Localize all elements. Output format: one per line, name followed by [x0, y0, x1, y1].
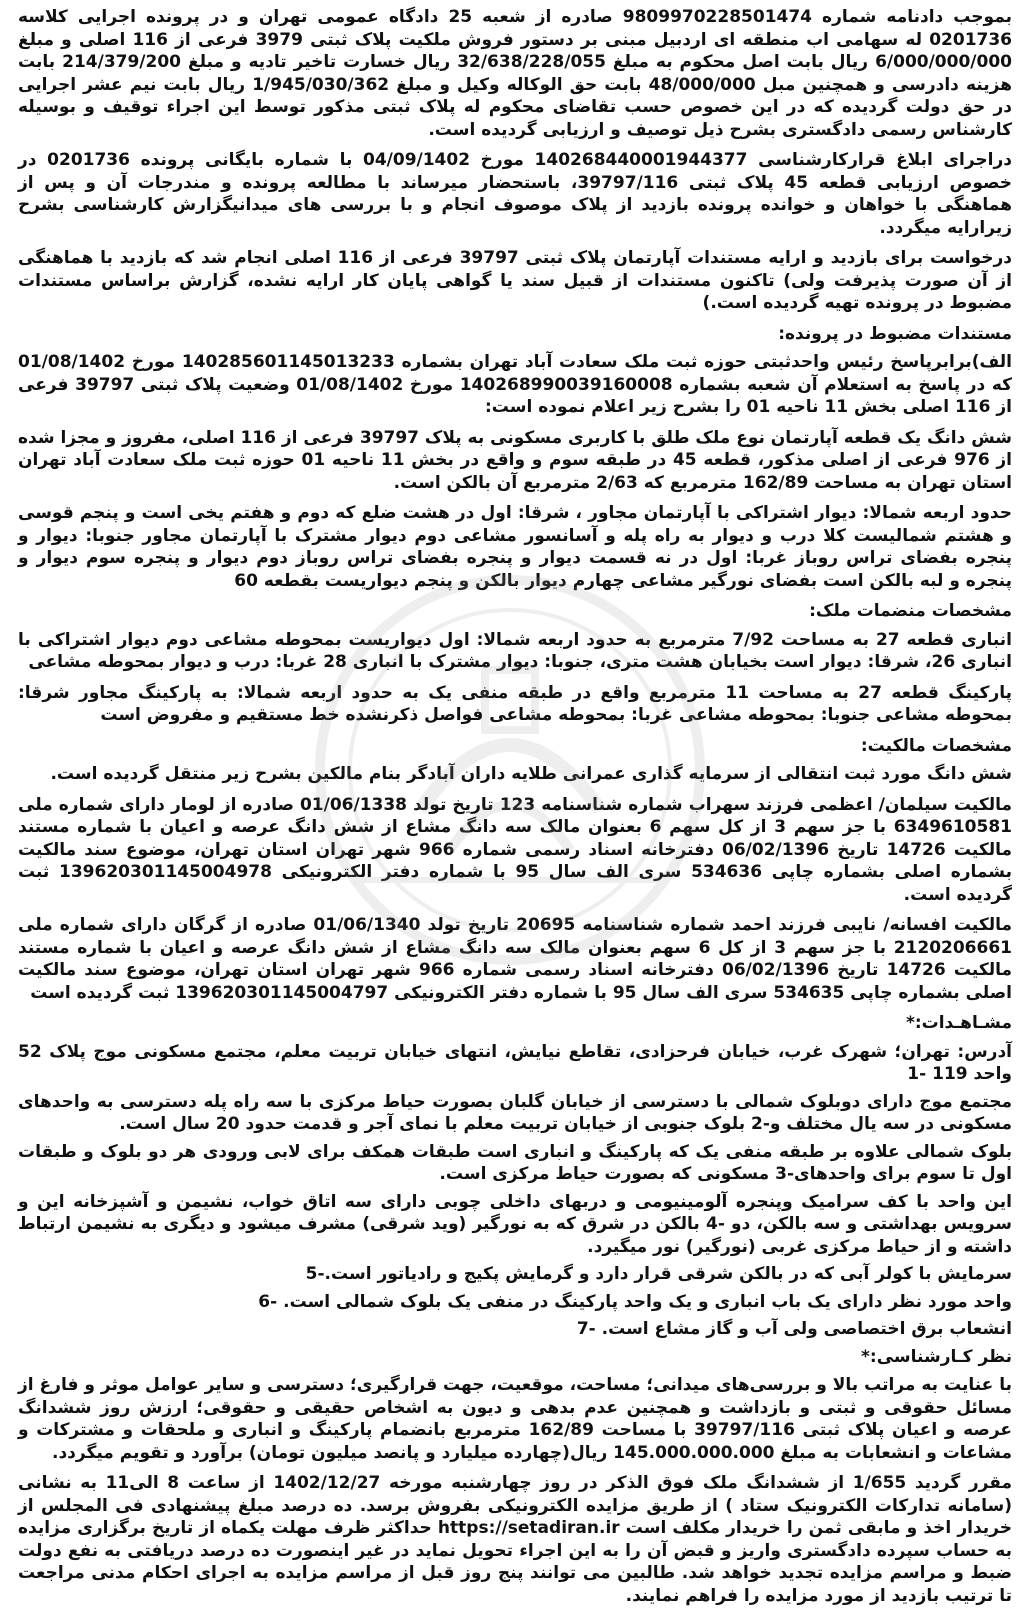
- paragraph-ownership-transfer: شش دانگ مورد ثبت انتقالی از سرمایه گذاری عمرانی طلایه داران آبادگر بنام مالکین بشرح زیر منتقل گردیده است.: [50, 764, 1012, 784]
- paragraph-owner-2: مالکیت افسانه/ نایبی فرزند احمد شماره شناسنامه 20695 تاریخ تولد 01/06/1340 صادره از گرگان دارای شماره ملی 2120206661 با جز سهم 3 از کل 6 سهم بعنوان مالک سه دانگ مشاع از شش دانگ عرصه و اعیان با شماره مستند مالکیت 14726 تاریخ 06/02/1396 دفترخانه اسناد رسمی شماره 966 شهر تهران استان تهران، موضوع سند مالکیت اصلی بشماره چاپی 534635 سری الف سال 95 با شماره دفتر الکترونیکی 139620301145004797 ثبت گردیده است: [18, 915, 1012, 1003]
- document-body: [18, 6, 1012, 1615]
- observation-5: سرمایش با کولر آبی که در بالکن شرقی قرار دارد و گرمایش پکیج و رادیاتور است.-5: [305, 1264, 1012, 1284]
- paragraph-auction-terms: مقرر گردید 1/655 از ششدانگ ملک فوق الذکر در روز چهارشنبه مورخه 1402/12/27 از ساعت 8 الی11 به نشانی (سامانه تدارکات الکترونیک ستاد ) از طریق مزایده الکترونیکی بفروش برسد. ده درصد مبلغ پیشنهادی فی المجلس از خریدار اخذ و مابقی ثمن را خریدار مکلف است https://setadiran.ir حداکثر ظرف مهلت یکماه از تاریخ برگزاری مزایده به حساب سپرده دادگستری واریز و قبض آن را به این اجراء تحویل نماید در غیر اینصورت ده درصد دریافتی به نفع دولت ضبط و مراسم مزایده تجدید خواهد شد. طالبین می توانند پنج روز قبل از مراسم مزایده به اجرای احکام مدنی مراجعت تا ترتیب بازدید از مورد مزایده را فراهم نمایند.: [18, 1473, 1013, 1606]
- observation-4: این واحد با کف سرامیک وپنجره آلومینیومی و دربهای داخلی چوبی دارای سه اتاق خواب، نشیمن و آشپزخانه این و سرویس بهداشتی و سه بالکن، دو -4 بالکن در شرق که به نورگیر (وید شرقی) مشرف میشود و دیگری به نشیمن ارتباط داشته و از حیاط مرکزی غربی (نورگیر) نور میگیرد.: [18, 1191, 1012, 1257]
- heading-expert-opinion: نظر کـارشناسی:*: [861, 1346, 1012, 1367]
- paragraph-boundaries: حدود اربعه شمالا: دیوار اشتراکی با آپارتمان مجاور ، شرقا: اول در هشت ضلع که دوم و هفتم یخی است و پنجم قوسی و هشتم شمالیست کلا درب و دیوار به راه پله و آسانسور مشاعی دوم دیوار مشترک با آپارتمان مجاور جنوبا: دیوار و پنجره بفضای تراس روباز غربا: اول در نه قسمت دیوار و پنجره بفضای تراس روباز دوم دیوار و پنجره سوم دیوار و پنجره و لبه بالکن است بفضای نورگیر مشاعی چهارم دیوار بالکن و پنجم دیواریست بقطعه 60: [18, 503, 1012, 591]
- observation-3: بلوک شمالی علاوه بر طبقه منفی یک که پارکینگ و انباری است طبقات همکف برای لابی ورودی هر دو بلوک و طبقات اول تا سوم برای واحدهای-3 مسکونی که بصورت حیاط مرکزی است.: [18, 1141, 1012, 1184]
- heading-observations: مشـاهـدات:*: [905, 1013, 1012, 1033]
- observation-2: مجتمع موج دارای دوبلوک شمالی با دسترسی از خیابان گلبان بصورت حیاط مرکزی با سه راه پله دسترسی به واحدهای مسکونی در سه یال مختلف و-2 بلوک جنوبی از خیابان تربیت معلم با نمای آجر و قدمت حدود 20 سال است.: [18, 1091, 1012, 1134]
- paragraph-apartment-description: شش دانگ یک قطعه آپارتمان نوع ملک طلق با کاربری مسکونی به پلاک 39797 فرعی از 116 اصلی، مفروز و مجزا شده از 976 فرعی از اصلی مذکور، قطعه 45 در طبقه سوم و واقع در بخش 11 ناحیه 01 حوزه ثبت ملک سعادت آباد تهران استان تهران به مساحت 162/89 مترمربع که 2/63 مترمربع آن بالکن است.: [18, 427, 1012, 493]
- paragraph-storage: انباری قطعه 27 به مساحت 7/92 مترمربع به حدود اربعه شمالا: اول دیواریست بمحوطه مشاعی دوم دیوار اشتراکی با انباری 26، شرقا: دیوار است بخیابان هشت متری، جنوبا: دیوار مشترک با انباری 28 غربا: درب و دیوار بمحوطه مشاعی: [18, 629, 1012, 672]
- paragraph-expert-order: دراجرای ابلاغ قرارکارشناسی 140268440001944377 مورخ 04/09/1402 با شماره بایگانی پرونده 0201736 در خصوص ارزیابی قطعه 45 پلاک ثبتی 39797/116، باستحضار میرساند با مطالعه پرونده و مندرجات آن و پس از هماهنگی با خواهان و خوانده پرونده بازدید از پلاک موصوف انجام و با بررسی های میدانیگزارش کارشناسی بشرح زیرارایه میگردد.: [18, 150, 1013, 238]
- paragraph-intro: بموجب دادنامه شماره 9809970228501474 صادره از شعبه 25 دادگاه عمومی تهران و در پرونده اجرایی کلاسه 0201736 له سهامی اب منطقه ای اردبیل مبنی بر دستور فروش ملکیت پلاک ثبتی 3979 فرعی از 116 اصلی و مبلغ 6/000/000/000 ریال بابت اصل محکوم به مبلغ 32/638/228/055 ریال خسارت تاخیر تادیه و مبلغ 214/379/200 بابت هزینه دادرسی و همچنین مبل 48/000/000 بابت حق الوکاله وکیل و مبلغ 1/945/030/362 ریال بابت نیم عشر اجرایی در حق دولت گردیده که در این خصوص حسب تقاضای محکوم له پلاک ثبتی مذکور توسط این اجراء توقیف و بوسیله کارشناس رسمی دادگستری بشرح ذیل توصیف و ارزیابی گردیده است.: [18, 7, 1013, 140]
- heading-documents: مستندات مضبوط در پرونده:: [778, 323, 1012, 344]
- observation-1: آدرس: تهران؛ شهرک غرب، خیابان فرحزادی، تقاطع نیایش، انتهای خیابان تربیت معلم، مجتمع مسکونی موج پلاک 52 واحد 119 -1: [18, 1041, 1012, 1084]
- observation-6: واحد مورد نظر دارای یک باب انباری و یک واحد پارکینگ در منفی یک بلوک شمالی است. -6: [258, 1291, 1012, 1312]
- paragraph-owner-1: مالکیت سیلمان/ اعظمی فرزند سهراب شماره شناسنامه 123 تاریخ تولد 01/06/1338 صادره از لومار دارای شماره ملی 6349610581 با جز سهم 3 از کل سهم 6 بعنوان مالک سه دانگ مشاع از شش دانگ عرصه و اعیان با شماره مستند مالکیت 14726 تاریخ 06/02/1396 دفترخانه اسناد رسمی شماره 966 شهر تهران استان تهران، موضوع سند مالکیت بشماره اصلی بشماره چاپی 534636 سری الف سال 95 با شماره دفتر الکترونیکی 139620301145004978 ثبت گردیده است.: [18, 794, 1012, 905]
- heading-appendages: مشخصات منضمات ملک:: [809, 601, 1012, 621]
- paragraph-valuation: با عنایت به مراتب بالا و بررسی‌های میدانی؛ مساحت، موقعیت، جهت قرارگیری؛ دسترسی و سایر عوامل موثر و فارغ از مسائل حقوقی و ثبتی و بازداشت و همچنین عدم بدهی و دیون به اشخاص حقیقی و حقوقی؛ ارزش روز ششدانگ عرصه و اعیان پلاک ثبتی 39797/116 با مساحت 162/89 مترمربع بانضمام پارکینگ و انباری و ملحقات و مشترکات و مشاعات و انشعابات به مبلغ 145.000.000.000 ریال(چهارده میلیارد و پانصد میلیون تومان) برآورد و تقویم میگردد.: [18, 1375, 1013, 1463]
- observation-7: انشعاب برق اختصاصی ولی آب و گاز مشاع است. -7: [576, 1319, 1012, 1339]
- paragraph-visit-request: درخواست برای بازدید و ارایه مستندات آپارتمان پلاک ثبتی 39797 فرعی از 116 اصلی انجام شد که بازدید با هماهنگی از آن صورت پذیرفت ولی) تاکنون مستندات از قبیل سند یا گواهی پایان کار ارایه نشده، گزارش براساس مستندات مضبوط در پرونده تهیه گردیده است.): [18, 248, 1012, 313]
- paragraph-registry-response: الف)برابرپاسخ رئیس واحدثبتی حوزه ثبت ملک سعادت آباد تهران بشماره 140285601145013233 مورخ 01/08/1402 که در پاسخ به استعلام آن شعبه بشماره 140268990039160008 مورخ 01/08/1402 وضعیت پلاک ثبتی 39797 فرعی از 116 اصلی بخش 11 ناحیه 01 را بشرح زیر اعلام نموده است:: [18, 352, 1013, 417]
- paragraph-parking: پارکینگ قطعه 27 به مساحت 11 مترمربع واقع در طبقه منفی یک به حدود اربعه شمالا: به پارکینگ مجاور شرقا: بمحوطه مشاعی جنوبا: بمحوطه مشاعی غربا: بمحوطه مشاعی فواصل ذکرنشده خط مستقیم و مفروض است: [18, 682, 1013, 725]
- heading-ownership: مشخصات مالکیت:: [860, 735, 1012, 756]
